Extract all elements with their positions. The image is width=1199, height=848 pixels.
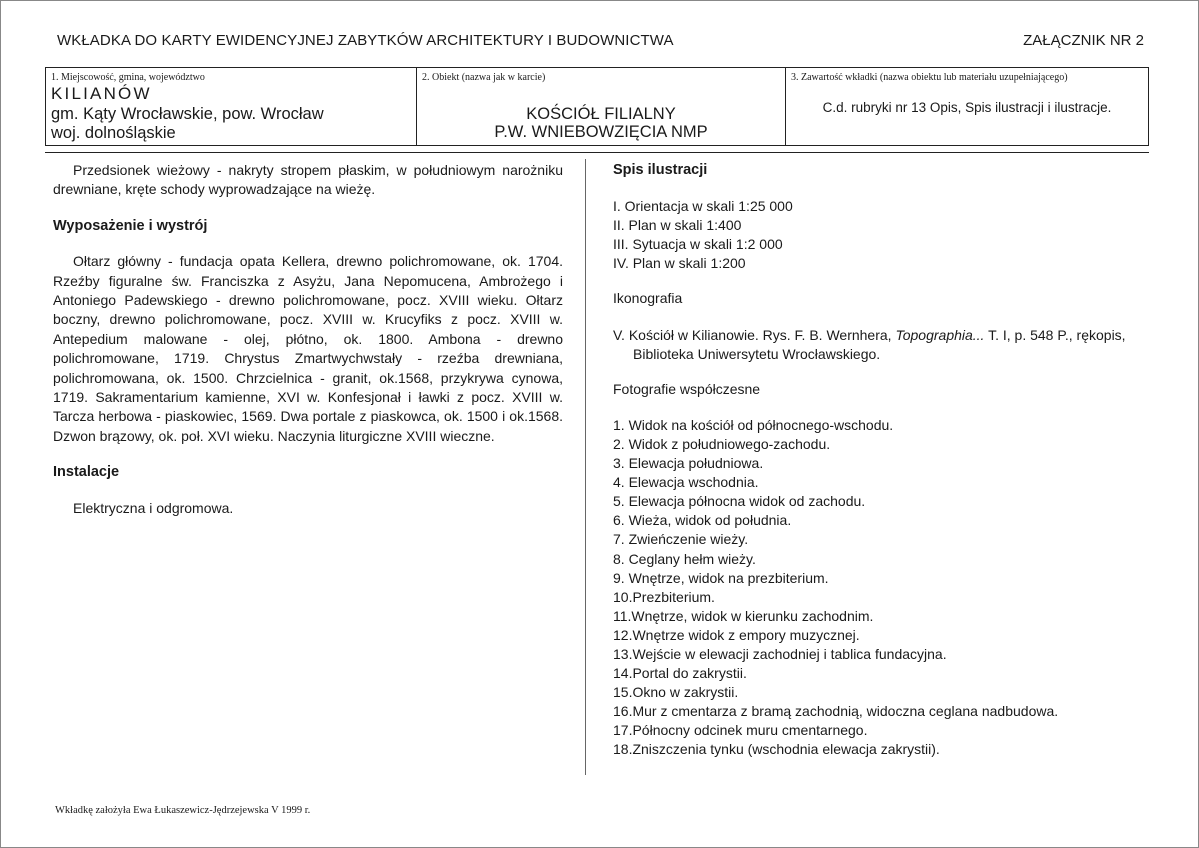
- column-divider: [585, 159, 586, 775]
- iconography-title: Topographia...: [895, 326, 985, 343]
- list-item: 3. Elewacja południowa.: [613, 455, 764, 472]
- photos-heading: Fotografie współczesne: [613, 380, 761, 397]
- content-caption: 3. Zawartość wkładki (nazwa obiektu lub materiału uzupełniającego): [791, 72, 1068, 83]
- list-item: 18.Zniszczenia tynku (wschodnia elewacja zakrystii).: [613, 741, 940, 758]
- equipment-paragraph: Ołtarz główny - fundacja opata Kellera, drewno polichromowane, ok. 1704. Rzeźby figuralne św. Franciszka z Asyżu, Jana Nepomucena, Ambrożego i Antoniego Padewskiego - drewno polichromowane, pocz. XVIII wieku. Ołtarz boczny, drewno polichromowane, pocz. XVIII w. Krucyfiks z pocz. XVIII w. Antepedium malowane - olej, płótno, ok. 1800. Ambona - drewno polichromowane, 1719. Chrystus Zmartwychwstały - rzeźba drewniana, polichromowana, ok. 1500. Chrzcielnica - granit, ok.1568, przykrywa cynowa, 1719. Sakramentarium kamienne, XVI w. Konfesjonał i ławki z pocz. XVIII w. Tarcza herbowa - piaskowiec, 1569. Dwa portale z piaskowca, ok. 1500 i ok.1568. Dzwon brązowy, ok. poł. XVI wieku. Naczynia liturgiczne XVIII wieczne.: [53, 253, 563, 444]
- list-item: 16.Mur z cmentarza z bramą zachodnią, widoczna ceglana nadbudowa.: [613, 703, 1059, 720]
- left-column: [53, 161, 563, 518]
- list-item: 8. Ceglany hełm wieży.: [613, 550, 756, 567]
- header-divider: [45, 152, 1149, 153]
- list-item: 7. Zwieńczenie wieży.: [613, 531, 749, 548]
- photos-list: [613, 416, 1153, 760]
- location-caption: 1. Miejscowość, gmina, województwo: [51, 72, 205, 83]
- list-item: 13.Wejście w elewacji zachodniej i tablica fundacyjna.: [613, 645, 947, 662]
- list-item: 17.Północny odcinek muru cmentarnego.: [613, 722, 868, 739]
- list-item: 5. Elewacja północna widok od zachodu.: [613, 493, 866, 510]
- list-item: 1. Widok na kościół od północnego-wschodu.: [613, 416, 894, 433]
- object-field: [417, 68, 786, 145]
- list-item: 9. Wnętrze, widok na prezbiterium.: [613, 569, 829, 586]
- right-column: [613, 161, 1153, 760]
- object-dedication: P.W. WNIEBOWZIĘCIA NMP: [494, 123, 708, 141]
- location-field: [46, 68, 417, 145]
- list-item: 14.Portal do zakrystii.: [613, 665, 747, 682]
- installations-heading: Instalacje: [53, 464, 120, 481]
- voivodeship: woj. dolnośląskie: [51, 124, 176, 142]
- author-note: Wkładkę założyła Ewa Łukaszewicz-Jędrzejewska V 1999 r.: [55, 805, 311, 816]
- village-name: KILIANÓW: [51, 84, 152, 103]
- list-item: 15.Okno w zakrystii.: [613, 684, 739, 701]
- list-item: I. Orientacja w skali 1:25 000: [613, 198, 793, 215]
- iconography-entry: [613, 326, 1153, 364]
- list-item: 12.Wnętrze widok z empory muzycznej.: [613, 626, 860, 643]
- illustrations-heading: Spis ilustracji: [613, 162, 708, 178]
- equipment-heading: Wyposażenie i wystrój: [53, 217, 208, 234]
- attachment-number: ZAŁĄCZNIK NR 2: [1023, 32, 1144, 49]
- content-description: C.d. rubryki nr 13 Opis, Spis ilustracji i ilustracje.: [822, 100, 1112, 115]
- object-name: KOŚCIÓŁ FILIALNY: [526, 105, 676, 123]
- list-item: 4. Elewacja wschodnia.: [613, 474, 759, 491]
- content-field: [786, 68, 1148, 145]
- commune-district: gm. Kąty Wrocławskie, pow. Wrocław: [51, 105, 324, 123]
- intro-paragraph: Przedsionek wieżowy - nakryty stropem płaskim, w południowym narożniku drewniane, kręte schody wyprowadzające na wieżę.: [53, 162, 563, 198]
- list-item: 2. Widok z południowego-zachodu.: [613, 435, 831, 452]
- list-item: 11.Wnętrze, widok w kierunku zachodnim.: [613, 607, 874, 624]
- list-item: 6. Wieża, widok od południa.: [613, 512, 792, 529]
- list-item: III. Sytuacja w skali 1:2 000: [613, 236, 783, 253]
- document-title: WKŁADKA DO KARTY EWIDENCYJNEJ ZABYTKÓW ARCHITEKTURY I BUDOWNICTWA: [57, 32, 674, 49]
- header-fields: [45, 67, 1149, 146]
- list-item: II. Plan w skali 1:400: [613, 217, 742, 234]
- installations-paragraph: Elektryczna i odgromowa.: [73, 499, 234, 516]
- iconography-heading: Ikonografia: [613, 290, 683, 307]
- iconography-entry-end: T. I, p. 548 P., rękopis, Biblioteka Uniwersytetu Wrocławskiego.: [633, 326, 1126, 362]
- object-caption: 2. Obiekt (nazwa jak w karcie): [422, 72, 546, 83]
- list-item: IV. Plan w skali 1:200: [613, 255, 746, 272]
- iconography-entry-start: V. Kościół w Kilianowie. Rys. F. B. Wernhera,: [613, 326, 896, 343]
- plans-list: [613, 197, 1153, 273]
- list-item: 10.Prezbiterium.: [613, 588, 715, 605]
